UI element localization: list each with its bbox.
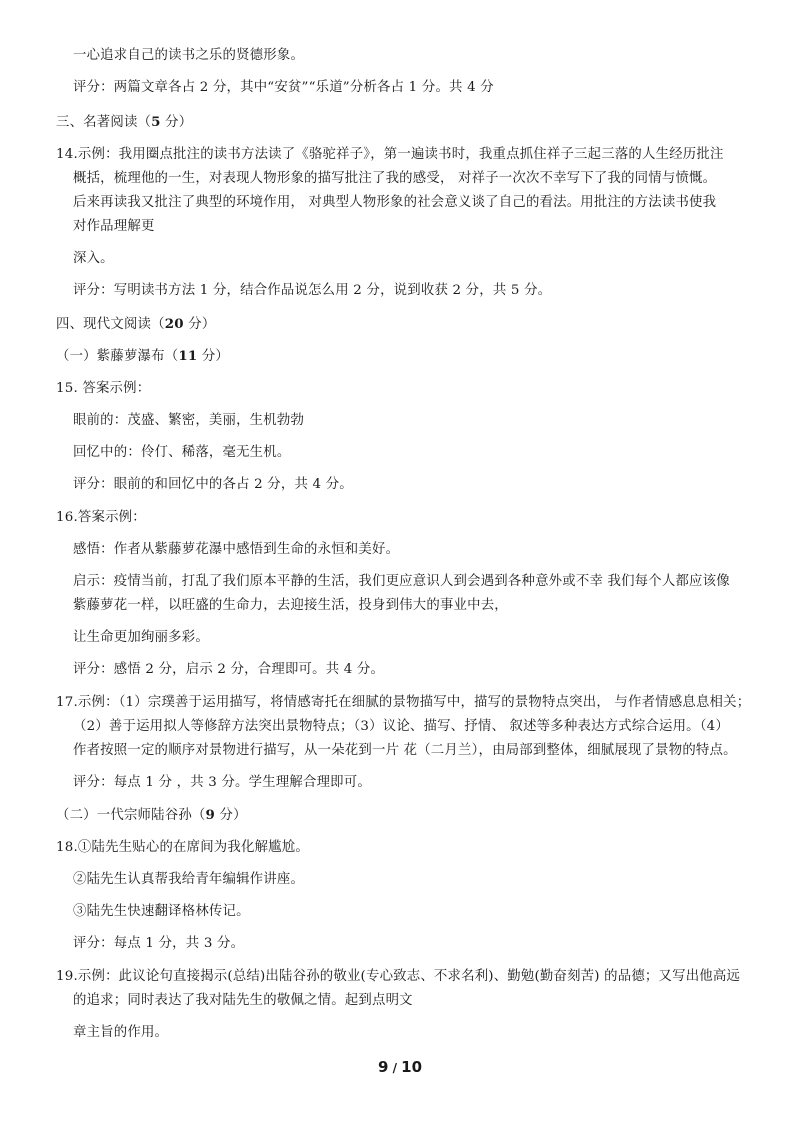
answer-15: 15. 答案示例：	[56, 381, 151, 396]
answer-text: 对作品理解更	[73, 219, 155, 234]
heading-text: （一）紫藤萝瀑布（	[56, 349, 179, 364]
answer-text: ②陆先生认真帮我给青年编辑作讲座。	[73, 872, 305, 887]
scoring-note: 评分：眼前的和回忆中的各占 2 分，共 4 分。	[73, 477, 353, 492]
heading-score: 5	[151, 114, 161, 130]
answer-16: 16.答案示例：	[56, 510, 146, 525]
scoring-note: 评分：感悟 2 分，启示 2 分，合理即可。共 4 分。	[73, 662, 385, 677]
heading-score: 9	[205, 807, 216, 823]
scoring-note: 评分：写明读书方法 1 分，结合作品说怎么用 2 分，说到收获 2 分，共 5 分。	[73, 283, 552, 298]
answer-text: 紫藤萝花一样，以旺盛的生命力，去迎接生活，投身到伟大的事业中去，	[73, 598, 508, 613]
heading-text: （二）一代宗师陆谷孙（	[56, 808, 206, 823]
answer-19: 19.示例：此议论句直接揭示(总结)出陆谷孙的敬业(专心致志、不求名利)、勤勉(勤奋刻苦) 的品德；又写出他高远	[56, 969, 741, 984]
heading-text: 三、名著阅读（	[56, 115, 152, 130]
answer-text: 启示：疫情当前，打乱了我们原本平静的生活，我们更应意识人到会遇到各种意外或不幸 我们每个人都应该像	[73, 574, 730, 589]
heading-score: 11	[178, 348, 198, 364]
answer-text: ③陆先生快速翻译格林传记。	[73, 904, 250, 919]
page-total: 10	[401, 1058, 423, 1076]
answer-17: 17.示例：（1）宗璞善于运用描写，将情感寄托在细腻的景物描写中，描写的景物特点突出， 与作者情感息息相关；	[56, 695, 751, 710]
scoring-note: 评分：每点 1 分 ，共 3 分。学生理解合理即可。	[73, 775, 371, 790]
answer-text: 的追求；同时表达了我对陆先生的敬佩之情。起到点明文	[73, 993, 413, 1008]
answer-text: 一心追求自己的读书之乐的贤德形象。	[73, 48, 305, 63]
section-heading-4	[56, 315, 215, 334]
heading-text: 分）	[183, 317, 216, 332]
answer-text: 让生命更加绚丽多彩。	[73, 630, 209, 645]
heading-text: 分）	[160, 115, 193, 130]
answer-18: 18.①陆先生贴心的在席间为我化解尴尬。	[56, 840, 309, 855]
section-heading-3	[56, 113, 192, 132]
heading-text: 分）	[197, 349, 230, 364]
heading-score: 20	[164, 316, 184, 332]
answer-text: 眼前的：茂盛、繁密，美丽，生机勃勃	[73, 413, 305, 428]
answer-14: 14.示例：我用圈点批注的读书方法读了《骆驼祥子》，第一遍读书时，我重点抓住祥子三起三落的人生经历批注	[56, 147, 724, 162]
answer-text: 后来再读我又批注了典型的环境作用， 对典型人物形象的社会意义谈了自己的看法。用批注的方法读书使我	[73, 195, 717, 210]
answer-text: 章主旨的作用。	[73, 1025, 169, 1040]
page-current: 9	[377, 1058, 389, 1076]
page-separator: /	[388, 1061, 402, 1075]
answer-text: 深入。	[73, 251, 114, 266]
heading-text: 分）	[215, 808, 247, 823]
answer-text: 概括，梳理他的一生，对表现人物形象的描写批注了我的感受， 对祥子一次次不幸写下了我的同情与愤慨。	[73, 171, 717, 186]
answer-text: 作者按照一定的顺序对景物进行描写，从一朵花到一片 花（二月兰），由局部到整体，细腻展现了景物的特点。	[73, 743, 737, 758]
subsection-heading-2	[56, 806, 247, 825]
page-number	[0, 1058, 800, 1076]
answer-text: 回忆中的：伶仃、稀落，毫无生机。	[73, 445, 291, 460]
answer-text: （2）善于运用拟人等修辞方法突出景物特点；（3）议论、描写、抒情、 叙述等多种表达方式综合运用。（4）	[73, 719, 729, 734]
answer-text: 感悟：作者从紫藤萝花瀑中感悟到生命的永恒和美好。	[73, 542, 400, 557]
heading-text: 四、现代文阅读（	[56, 317, 165, 332]
scoring-note: 评分：每点 1 分，共 3 分。	[73, 936, 245, 951]
scoring-note: 评分：两篇文章各占 2 分，其中“安贫”“乐道”分析各占 1 分。共 4 分	[73, 80, 494, 95]
subsection-heading-1	[56, 347, 229, 366]
